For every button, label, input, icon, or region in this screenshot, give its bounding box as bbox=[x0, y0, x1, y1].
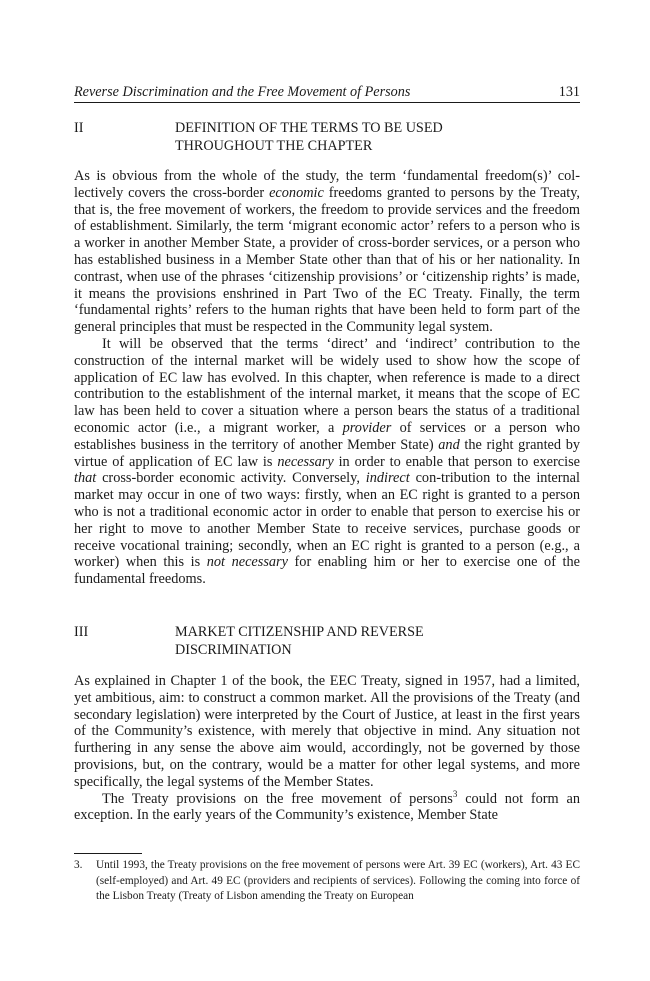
footnote-ref[interactable]: 3 bbox=[452, 788, 458, 799]
text-run: in order to enable that person to exercise bbox=[333, 453, 580, 470]
section-title-line: THROUGHOUT THE CHAPTER bbox=[175, 138, 373, 154]
text-run: for enabling him or her to exercise one of the fundamental freedoms. bbox=[74, 554, 580, 588]
paragraph bbox=[74, 168, 580, 336]
text-run: The Treaty provisions on the free movement of persons bbox=[102, 790, 453, 807]
text-run: con-tribution to the internal market may occur in one of two ways: firstly, when an EC right is granted to a person who is not a traditional economic actor in order to enable that person to exercise his or her right to move to another Member State to receive services, purchase goods or receive vocational training; secondly, when an EC right is granted to a person (e.g., a worker) when this is bbox=[74, 470, 580, 571]
text-run: could not form an exception. In the early years of the Community’s existence, Member State bbox=[74, 790, 580, 824]
section-number: II bbox=[74, 120, 84, 136]
footnote-divider bbox=[74, 853, 142, 854]
footnote bbox=[74, 858, 580, 905]
footnote-text: Until 1993, the Treaty provisions on the free movement of persons were Art. 39 EC (workers), Art. 43 EC (self-employed) and Art. 49 EC (providers and recipients of services). Following the coming into force of the Lisbon Treaty (Treaty of Lisbon amending the Treaty on European bbox=[96, 859, 580, 902]
emphasis: and bbox=[438, 436, 460, 453]
paragraph bbox=[74, 336, 580, 588]
emphasis: necessary bbox=[277, 453, 334, 470]
emphasis: that bbox=[74, 470, 97, 487]
text-run: cross-border economic activity. Conversely, bbox=[96, 470, 366, 487]
page-number: 131 bbox=[558, 84, 580, 100]
section-title bbox=[175, 623, 575, 659]
emphasis: economic bbox=[269, 184, 324, 201]
body-text-block-1 bbox=[74, 168, 580, 588]
section-title-line: DISCRIMINATION bbox=[175, 642, 292, 658]
running-title: Reverse Discrimination and the Free Movement of Persons bbox=[74, 84, 411, 100]
text-run: freedoms granted to persons by the Treaty, that is, the free movement of workers, the freedom to provide services and the freedom of establishment. Similarly, the term ‘migrant economic actor’ refers to a person who is a worker in another Member State, a provider of cross-border services, or a person who has established business in a Member State other than that of his or her nationality. In contrast, when use of the phrases ‘citizenship provisions’ or ‘citizenship rights’ is made, it means the provisions enshrined in Part Two of the EC Treaty. Finally, the term ‘fundamental rights’ refers to the human rights that have been held to form part of the general principles that must be respected in the Community legal system. bbox=[74, 184, 580, 336]
emphasis: provider bbox=[342, 419, 392, 436]
text-run: As is obvious from the whole of the study, the term ‘fundamental freedom(s)’ col-lectively covers the cross-border bbox=[74, 168, 580, 201]
running-header bbox=[74, 82, 580, 103]
text-run: It will be observed that the terms ‘direct’ and ‘indirect’ contribution to the construction of the internal market will be widely used to show how the scope of application of EC law has evolved. In this chapter, when reference is made to a direct contribution to the establishment of the internal market, it means that the scope of EC law has been held to cover a situation where a person bears the status of a traditional economic actor (i.e., a migrant worker, a bbox=[74, 335, 580, 436]
paragraph bbox=[74, 788, 580, 825]
text-run: of services or a person who establishes business in the territory of another Member State) bbox=[74, 419, 580, 453]
section-title-line: MARKET CITIZENSHIP AND REVERSE bbox=[175, 624, 424, 640]
footnote-number: 3. bbox=[74, 859, 83, 871]
text-run: the right granted by virtue of application of EC law is bbox=[74, 436, 580, 470]
paragraph: As explained in Chapter 1 of the book, the EEC Treaty, signed in 1957, had a limited, yet ambitious, aim: to construct a common market. All the provisions of the Treaty (and secondary legislation) were interpreted by the Court of Justice, at least in the first years of the Community’s existence, with merely that objective in mind. Any situation not furthering in any sense the above aim would, accordingly, not be governed by those provisions, but, on the contrary, would be a matter for other legal systems, and more specifically, the legal systems of the Member States. bbox=[74, 673, 580, 790]
section-title-line: DEFINITION OF THE TERMS TO BE USED bbox=[175, 120, 443, 136]
section-title bbox=[175, 119, 575, 155]
emphasis: not necessary bbox=[206, 554, 288, 571]
section-number: III bbox=[74, 624, 89, 640]
emphasis: indirect bbox=[365, 470, 410, 487]
body-text-block-2 bbox=[74, 673, 580, 824]
